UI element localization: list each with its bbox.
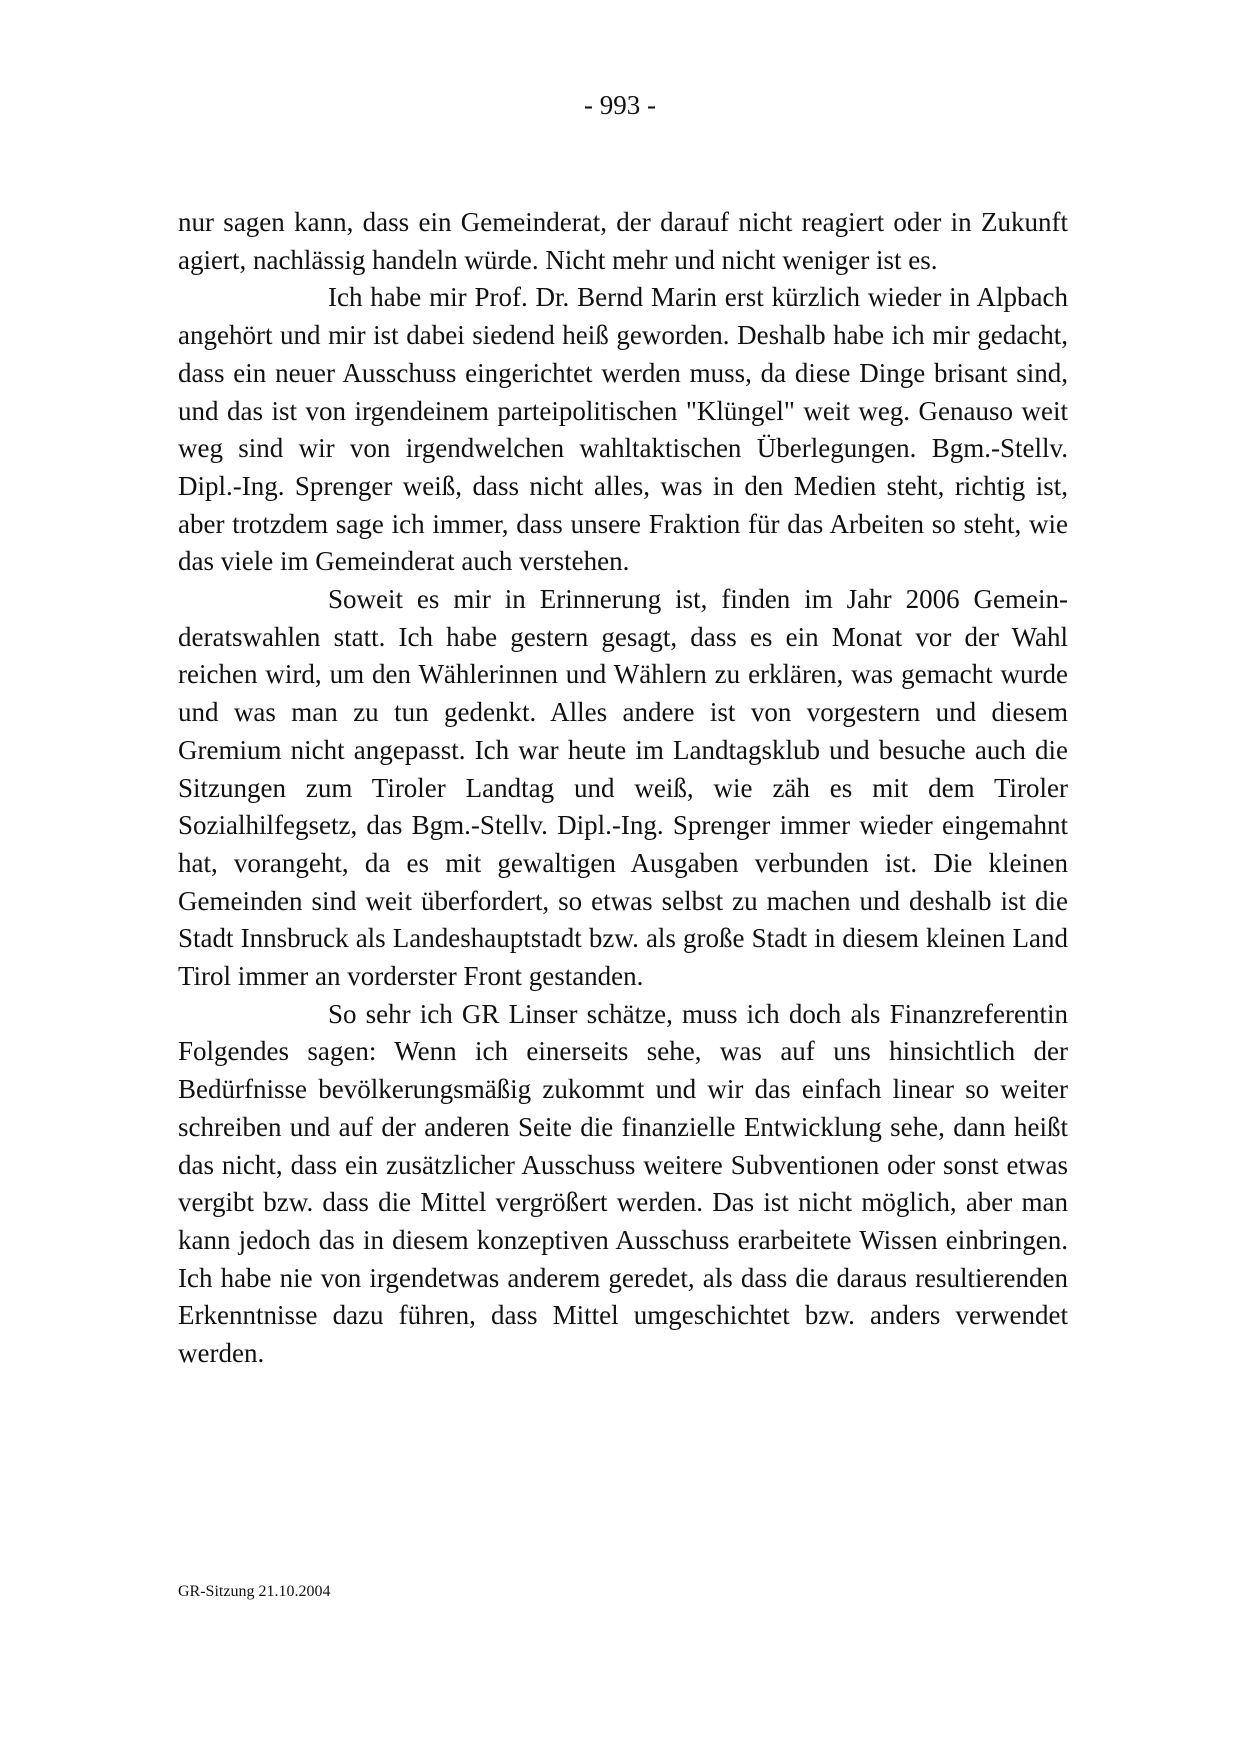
- page-footer: GR-Sitzung 21.10.2004: [178, 1583, 331, 1600]
- paragraph-2: Ich habe mir Prof. Dr. Bernd Marin erst kürzlich wieder in Alpbach angehört und mir ist dabei siedend heiß geworden. Deshalb habe ich mir gedacht, dass ein neuer Ausschuss eingerichtet werden muss, da diese Dinge brisant sind, und das ist von irgendeinem parteipolitischen "Klüngel" weit weg. Genauso weit weg sind wir von irgendwelchen wahltaktischen Überlegungen. Bgm.-Stellv. Dipl.-Ing. Sprenger weiß, dass nicht alles, was in den Medien steht, richtig ist, aber trotzdem sage ich immer, dass unsere Fraktion für das Arbeiten so steht, wie das viele im Gemeinderat auch verstehen.: [178, 282, 1068, 577]
- paragraph-1: nur sagen kann, dass ein Gemeinderat, der darauf nicht reagiert oder in Zukunft agiert, nachlässig handeln würde. Nicht mehr und nicht weniger ist es.: [178, 207, 1068, 275]
- document-body: [178, 204, 1068, 1373]
- page-number: - 993 -: [584, 90, 656, 120]
- paragraph-4: So sehr ich GR Linser schätze, muss ich doch als Finanzreferentin Folgendes sagen: Wenn ich einerseits sehe, was auf uns hinsichtlich der Bedürfnisse bevölkerungsmäßig zukommt und wir das einfach linear so weiter schreiben und auf der anderen Seite die finanzielle Entwicklung sehe, dann heißt das nicht, dass ein zusätzlicher Ausschuss weitere Subventionen oder sonst etwas vergibt bzw. dass die Mittel vergrößert werden. Das ist nicht möglich, aber man kann jedoch das in diesem konzeptiven Ausschuss erarbeitete Wissen einbringen. Ich habe nie von irgendetwas anderem geredet, als dass die daraus resultierenden Erkenntnisse dazu führen, dass Mittel umgeschichtet bzw. anders verwendet werden.: [178, 998, 1068, 1369]
- paragraph-3: Soweit es mir in Erinnerung ist, finden im Jahr 2006 Gemeinderatswahlen statt. Ich habe gestern gesagt, dass es ein Monat vor der Wahl reichen wird, um den Wählerinnen und Wählern zu erklären, was gemacht wurde und was man zu tun gedenkt. Alles andere ist von vorgestern und diesem Gremium nicht angepasst. Ich war heute im Landtagsklub und besuche auch die Sitzungen zum Tiroler Landtag und weiß, wie zäh es mit dem Tiroler Sozialhilfegsetz, das Bgm.-Stellv. Dipl.-Ing. Sprenger immer wieder eingemahnt hat, vorangeht, da es mit gewaltigen Ausgaben verbunden ist. Die kleinen Gemeinden sind weit überfordert, so etwas selbst zu machen und deshalb ist die Stadt Innsbruck als Landeshauptstadt bzw. als große Stadt in diesem kleinen Land Tirol immer an vorderster Front gestanden.: [178, 584, 1068, 992]
